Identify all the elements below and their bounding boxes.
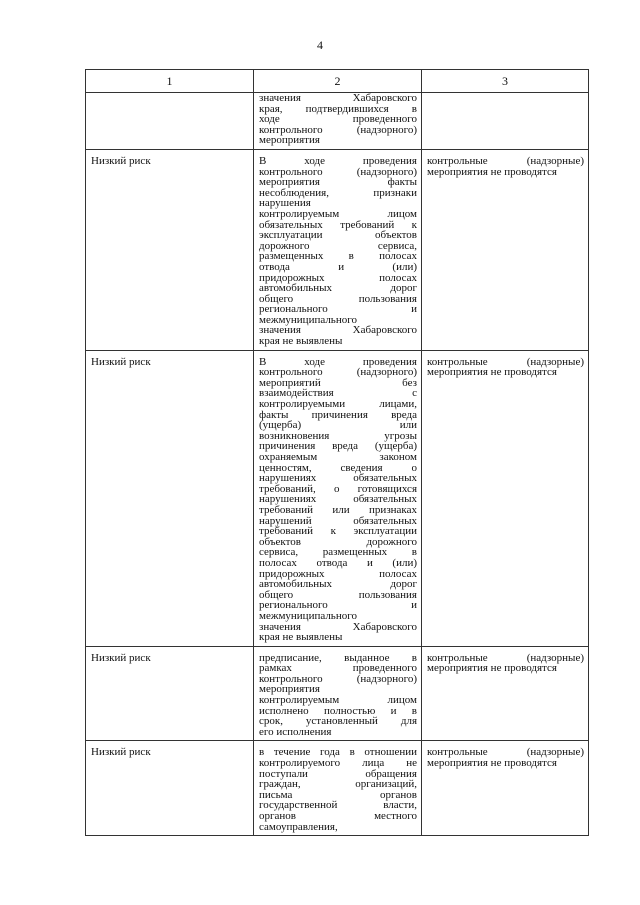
criteria-line: исполнено полностью и в (259, 704, 417, 717)
criteria-line: требований, о готовящихся (259, 482, 417, 495)
criteria-line: автомобильных дорог (259, 282, 417, 295)
criteria-line: в течение года в отношении (259, 746, 417, 759)
criteria-line: требований или признаках (259, 503, 417, 516)
criteria-line: граждан, организаций, (259, 778, 417, 791)
control-measure-cell (422, 93, 589, 150)
criteria-line: регионального и (259, 599, 417, 612)
criteria-line: нарушениях обязательных (259, 472, 417, 485)
criteria-line: межмуниципального (259, 313, 357, 326)
criteria-line: (ущерба) или (259, 419, 417, 432)
criteria-line: придорожных полосах (259, 567, 417, 580)
criteria-line: мероприятия факты (259, 176, 417, 189)
criteria-line: контролируемыми лицами, (259, 398, 417, 411)
criteria-line: ценностям, сведения о (259, 461, 417, 474)
criteria-line: предписание, выданное в (259, 651, 417, 664)
criteria-line: требований к эксплуатации (259, 525, 417, 538)
criteria-line: края не выявлены (259, 335, 343, 348)
criteria-line: мероприятия (259, 134, 320, 147)
column-header-3: 3 (422, 70, 589, 93)
criteria-line: края, подтвердившихся в (259, 102, 417, 115)
criteria-line: государственной власти, (259, 799, 417, 812)
risk-level-cell: Низкий риск (86, 149, 254, 350)
criteria-line: обязательных требований к (259, 218, 417, 231)
criteria-line: значения Хабаровского (259, 92, 417, 104)
criteria-cell (254, 93, 422, 150)
risk-level-cell (86, 93, 254, 150)
criteria-line: факты причинения вреда (259, 408, 417, 421)
column-header-1: 1 (86, 70, 254, 93)
criteria-line: охраняемым законом (259, 451, 417, 463)
criteria-line: общего пользования (259, 588, 417, 601)
criteria-line: значения Хабаровского (259, 620, 417, 633)
criteria-line: объектов дорожного (259, 535, 417, 548)
criteria-line: значения Хабаровского (259, 324, 417, 337)
criteria-line: В ходе проведения (259, 154, 417, 167)
table-row (86, 93, 589, 150)
criteria-line: нарушения (259, 197, 311, 210)
criteria-line: поступали обращения (259, 767, 417, 780)
criteria-line: контрольного (надзорного) (259, 165, 417, 178)
criteria-cell (254, 646, 422, 741)
risk-level-cell: Низкий риск (86, 350, 254, 646)
criteria-line: срок, установленный для (259, 715, 417, 728)
risk-category-table (85, 69, 589, 836)
criteria-line: контрольного (надзорного) (259, 123, 417, 136)
criteria-line: контрольного (надзорного) (259, 672, 417, 685)
criteria-line: отвода и (или) (259, 260, 417, 273)
control-measure-cell: контрольные (надзорные) мероприятия не проводятся (422, 149, 589, 350)
criteria-line: мероприятий без (259, 376, 417, 389)
criteria-line: письма органов (259, 788, 417, 801)
table-row (86, 646, 589, 741)
criteria-line: причинения вреда (ущерба) (259, 440, 417, 453)
criteria-line: размещенных в полосах (259, 250, 417, 263)
table-row (86, 149, 589, 350)
criteria-line: контролируемого лица не (259, 757, 417, 770)
criteria-line: нарушений обязательных (259, 514, 417, 527)
control-measure-cell: контрольные (надзорные) мероприятия не проводятся (422, 350, 589, 646)
criteria-line: контрольного (надзорного) (259, 366, 417, 379)
risk-level-cell: Низкий риск (86, 646, 254, 741)
table-row (86, 350, 589, 646)
column-header-2: 2 (254, 70, 422, 93)
table-header-row (86, 70, 589, 93)
page-number: 4 (317, 38, 323, 52)
criteria-line: взаимодействия с (259, 387, 417, 400)
criteria-cell (254, 350, 422, 646)
criteria-cell (254, 149, 422, 350)
criteria-line: полосах отвода и (или) (259, 556, 417, 569)
criteria-line: возникновения угрозы (259, 429, 417, 442)
criteria-line: органов местного (259, 810, 417, 822)
criteria-line: сервиса, размещенных в (259, 546, 417, 559)
criteria-line: эксплуатации объектов (259, 229, 417, 242)
criteria-line: нарушениях обязательных (259, 493, 417, 506)
criteria-cell (254, 741, 422, 836)
criteria-line: общего пользования (259, 292, 417, 305)
criteria-line: рамках проведенного (259, 662, 417, 675)
risk-level-cell: Низкий риск (86, 741, 254, 836)
criteria-line: ходе проведенного (259, 113, 417, 126)
criteria-line: В ходе проведения (259, 355, 417, 368)
criteria-line: мероприятия (259, 683, 320, 696)
criteria-line: придорожных полосах (259, 271, 417, 284)
criteria-line: регионального и (259, 303, 417, 316)
criteria-line: несоблюдения, признаки (259, 186, 417, 199)
criteria-line: края не выявлены (259, 631, 343, 644)
criteria-line: самоуправления, (259, 820, 338, 833)
criteria-line: дорожного сервиса, (259, 239, 417, 252)
criteria-line: автомобильных дорог (259, 578, 417, 591)
criteria-line: межмуниципального (259, 609, 357, 622)
criteria-line: контролируемым лицом (259, 694, 417, 707)
table-row (86, 741, 589, 836)
control-measure-cell: контрольные (надзорные) мероприятия не проводятся (422, 646, 589, 741)
control-measure-cell: контрольные (надзорные) мероприятия не проводятся (422, 741, 589, 836)
criteria-line: его исполнения (259, 725, 332, 738)
criteria-line: контролируемым лицом (259, 207, 417, 220)
